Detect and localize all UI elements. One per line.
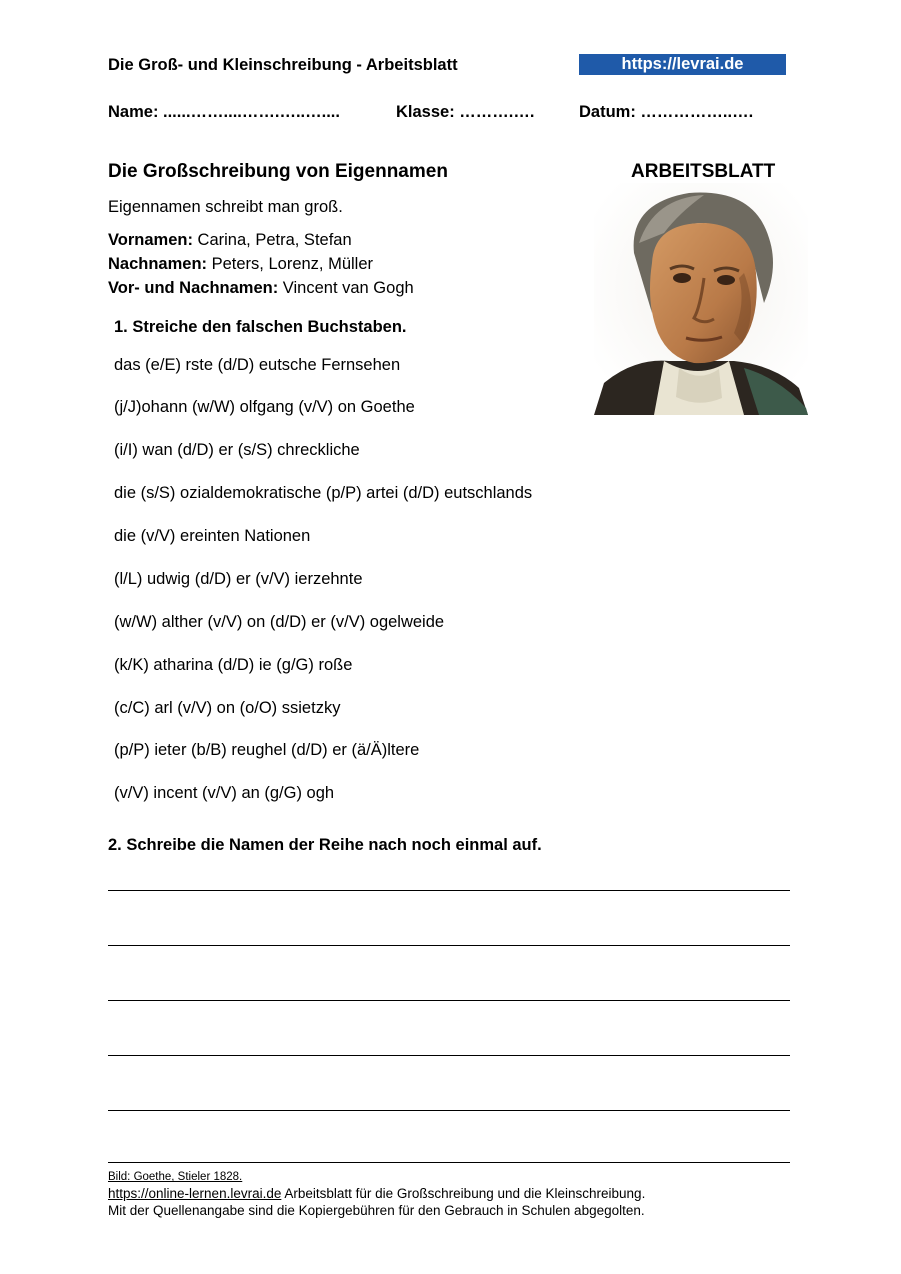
task1-row: (k/K) atharina (d/D) ie (g/G) roße	[114, 656, 353, 674]
example-label: Vornamen:	[108, 231, 193, 249]
task1-row: (v/V) incent (v/V) an (g/G) ogh	[114, 784, 335, 802]
task1-row: (p/P) ieter (b/B) reughel (d/D) er (ä/Ä)ltere	[114, 741, 420, 759]
task1-row: das (e/E) rste (d/D) eutsche Fernsehen	[114, 356, 401, 374]
writing-line[interactable]	[108, 1110, 790, 1111]
image-credit: Bild: Goethe, Stieler 1828.	[108, 1171, 243, 1183]
footer-note: Mit der Quellenangabe sind die Kopiergebühren für den Gebrauch in Schulen abgegolten.	[108, 1203, 645, 1218]
footer-line	[108, 1186, 645, 1201]
url-badge[interactable]: https://levrai.de	[579, 54, 786, 75]
goethe-portrait-image	[594, 183, 808, 415]
writing-line[interactable]	[108, 1162, 790, 1163]
example-vor-und-nachnamen	[108, 279, 414, 298]
example-value: Vincent van Gogh	[278, 279, 414, 297]
example-value: Peters, Lorenz, Müller	[207, 255, 374, 273]
task1-row: die (s/S) ozialdemokratische (p/P) artei (d/D) eutschlands	[114, 484, 533, 502]
klasse-field: Klasse: ……….….	[396, 103, 535, 121]
writing-line[interactable]	[108, 1055, 790, 1056]
intro-text: Eigennamen schreibt man groß.	[108, 198, 343, 216]
writing-line[interactable]	[108, 890, 790, 891]
example-label: Vor- und Nachnamen:	[108, 279, 279, 297]
task1-row: (l/L) udwig (d/D) er (v/V) ierzehnte	[114, 570, 363, 588]
name-field: Name: ......……....…….…..…....	[108, 103, 340, 121]
example-vornamen	[108, 231, 352, 250]
writing-line[interactable]	[108, 945, 790, 946]
footer-link[interactable]: https://online-lernen.levrai.de	[108, 1186, 282, 1201]
task1-row: (i/I) wan (d/D) er (s/S) chreckliche	[114, 441, 360, 459]
worksheet-header-title: Die Groß- und Kleinschreibung - Arbeitsblatt	[108, 56, 458, 74]
task2-title: 2. Schreibe die Namen der Reihe nach noch einmal auf.	[108, 836, 542, 854]
task1-row: (j/J)ohann (w/W) olfgang (v/V) on Goethe	[114, 398, 415, 416]
footer-link-text: Arbeitsblatt für die Großschreibung und die Kleinschreibung.	[281, 1186, 646, 1201]
task1-row: (w/W) alther (v/V) on (d/D) er (v/V) ogelweide	[114, 613, 445, 631]
example-value: Carina, Petra, Stefan	[192, 231, 352, 249]
task1-row: (c/C) arl (v/V) on (o/O) ssietzky	[114, 699, 341, 717]
example-label: Nachnamen:	[108, 255, 208, 273]
section-title: Die Großschreibung von Eigennamen	[108, 161, 448, 182]
arbeitsblatt-label: ARBEITSBLATT	[631, 161, 776, 182]
example-nachnamen	[108, 255, 373, 274]
task1-title: 1. Streiche den falschen Buchstaben.	[114, 318, 407, 336]
writing-line[interactable]	[108, 1000, 790, 1001]
datum-field: Datum: ……………..….	[579, 103, 754, 121]
task1-row: die (v/V) ereinten Nationen	[114, 527, 311, 545]
